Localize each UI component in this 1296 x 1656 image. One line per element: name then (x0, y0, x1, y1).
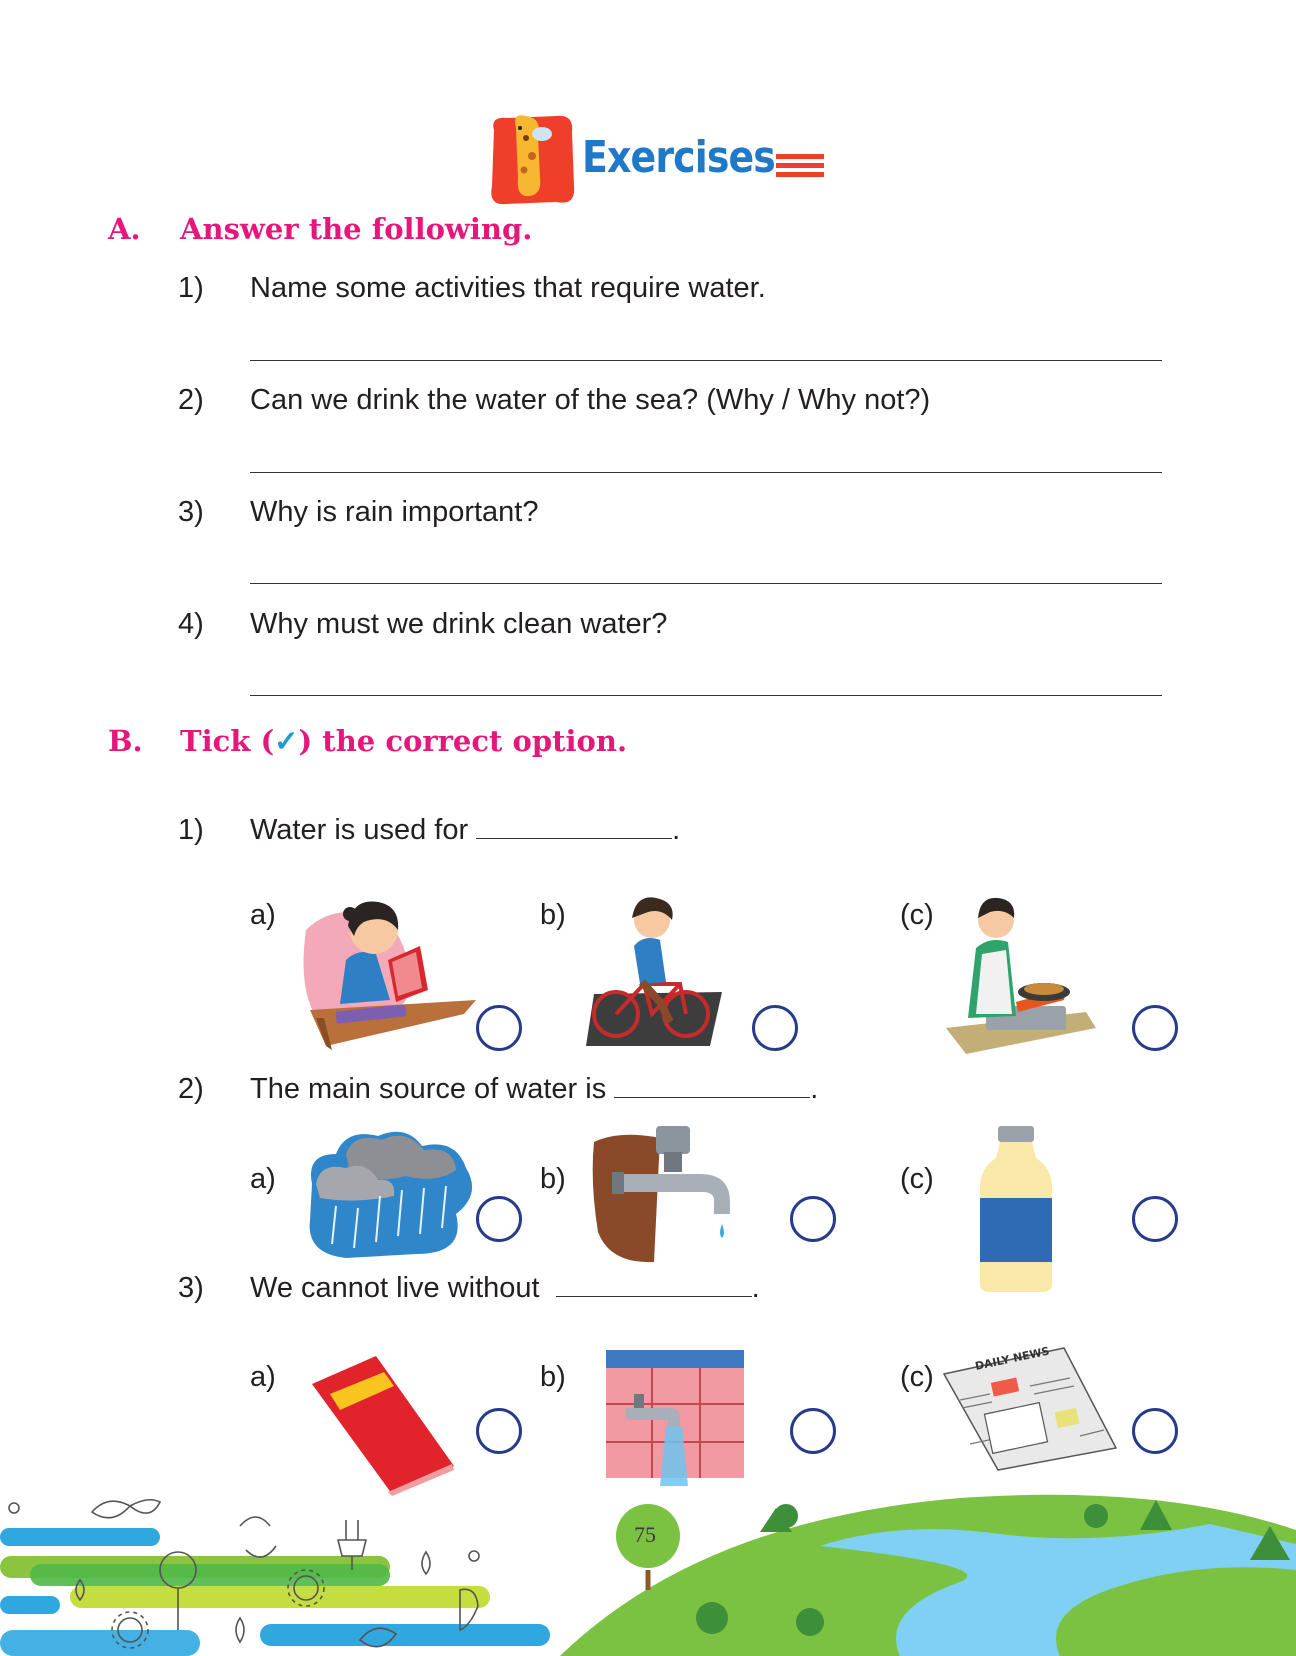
question-text (250, 814, 680, 847)
exercises-header (486, 108, 826, 208)
option-label: (c) (900, 1361, 934, 1393)
title-stripe (776, 172, 824, 177)
giraffe-mascot-icon (486, 108, 578, 208)
water-tap-icon (590, 1122, 756, 1264)
woman-cooking-icon (946, 888, 1096, 1054)
option-circle[interactable] (752, 1005, 798, 1051)
option-circle[interactable] (476, 1005, 522, 1051)
question-text: Why is rain important? (250, 496, 539, 528)
section-b-letter: B. (108, 724, 143, 758)
title-stripe (776, 154, 824, 159)
option-label: a) (250, 899, 276, 931)
question-number: 1) (178, 814, 204, 846)
question-end: . (751, 1272, 760, 1304)
option-circle[interactable] (790, 1408, 836, 1454)
question-text: Can we drink the water of the sea? (Why / Why not?) (250, 384, 931, 416)
heading-part: ) the correct option. (298, 724, 628, 758)
question-stem: The main source of water is (250, 1073, 607, 1105)
page-title: Exercises (582, 132, 775, 183)
section-b-heading (180, 724, 627, 758)
question-stem: We cannot live without (250, 1272, 540, 1304)
option-label: b) (540, 1163, 566, 1195)
option-circle[interactable] (1132, 1196, 1178, 1242)
option-label: (c) (900, 1163, 934, 1195)
fill-blank[interactable] (556, 1272, 752, 1297)
option-circle[interactable] (790, 1196, 836, 1242)
option-circle[interactable] (476, 1408, 522, 1454)
answer-line[interactable] (250, 695, 1162, 696)
section-a-letter: A. (108, 212, 141, 246)
running-tap-icon (604, 1346, 746, 1486)
question-text (250, 1272, 760, 1305)
question-stem: Water is used for (250, 814, 469, 846)
question-end: . (810, 1073, 819, 1105)
question-text: Name some activities that require water. (250, 272, 766, 304)
option-label: b) (540, 1361, 566, 1393)
fill-blank[interactable] (476, 814, 672, 839)
section-a-heading: Answer the following. (180, 212, 533, 246)
girl-reading-icon (296, 890, 486, 1056)
question-number: 2) (178, 1073, 204, 1105)
question-number: 1) (178, 272, 204, 304)
answer-line[interactable] (250, 583, 1162, 584)
option-circle[interactable] (476, 1196, 522, 1242)
boy-cycling-icon (586, 890, 722, 1050)
fill-blank[interactable] (614, 1073, 810, 1098)
question-text: Why must we drink clean water? (250, 608, 668, 640)
answer-line[interactable] (250, 472, 1162, 473)
question-number: 4) (178, 608, 204, 640)
rain-cloud-icon (306, 1124, 478, 1260)
option-label: a) (250, 1361, 276, 1393)
option-circle[interactable] (1132, 1005, 1178, 1051)
question-number: 3) (178, 1272, 204, 1304)
heading-part: Tick ( (180, 724, 275, 758)
title-stripe (776, 163, 824, 168)
water-bottle-icon (976, 1124, 1056, 1294)
tick-mark-icon: ✓ (274, 724, 299, 758)
newspaper-masthead: DAILY NEWS (973, 1344, 1051, 1373)
book-icon (306, 1354, 456, 1496)
option-label: a) (250, 1163, 276, 1195)
answer-line[interactable] (250, 360, 1162, 361)
question-end: . (672, 814, 681, 846)
option-label: (c) (900, 899, 934, 931)
question-number: 3) (178, 496, 204, 528)
footer-landscape (0, 1490, 1296, 1656)
page-number: 75 (634, 1522, 656, 1547)
newspaper-icon (940, 1344, 1120, 1472)
option-circle[interactable] (1132, 1408, 1178, 1454)
question-text (250, 1073, 818, 1106)
question-number: 2) (178, 384, 204, 416)
option-label: b) (540, 899, 566, 931)
